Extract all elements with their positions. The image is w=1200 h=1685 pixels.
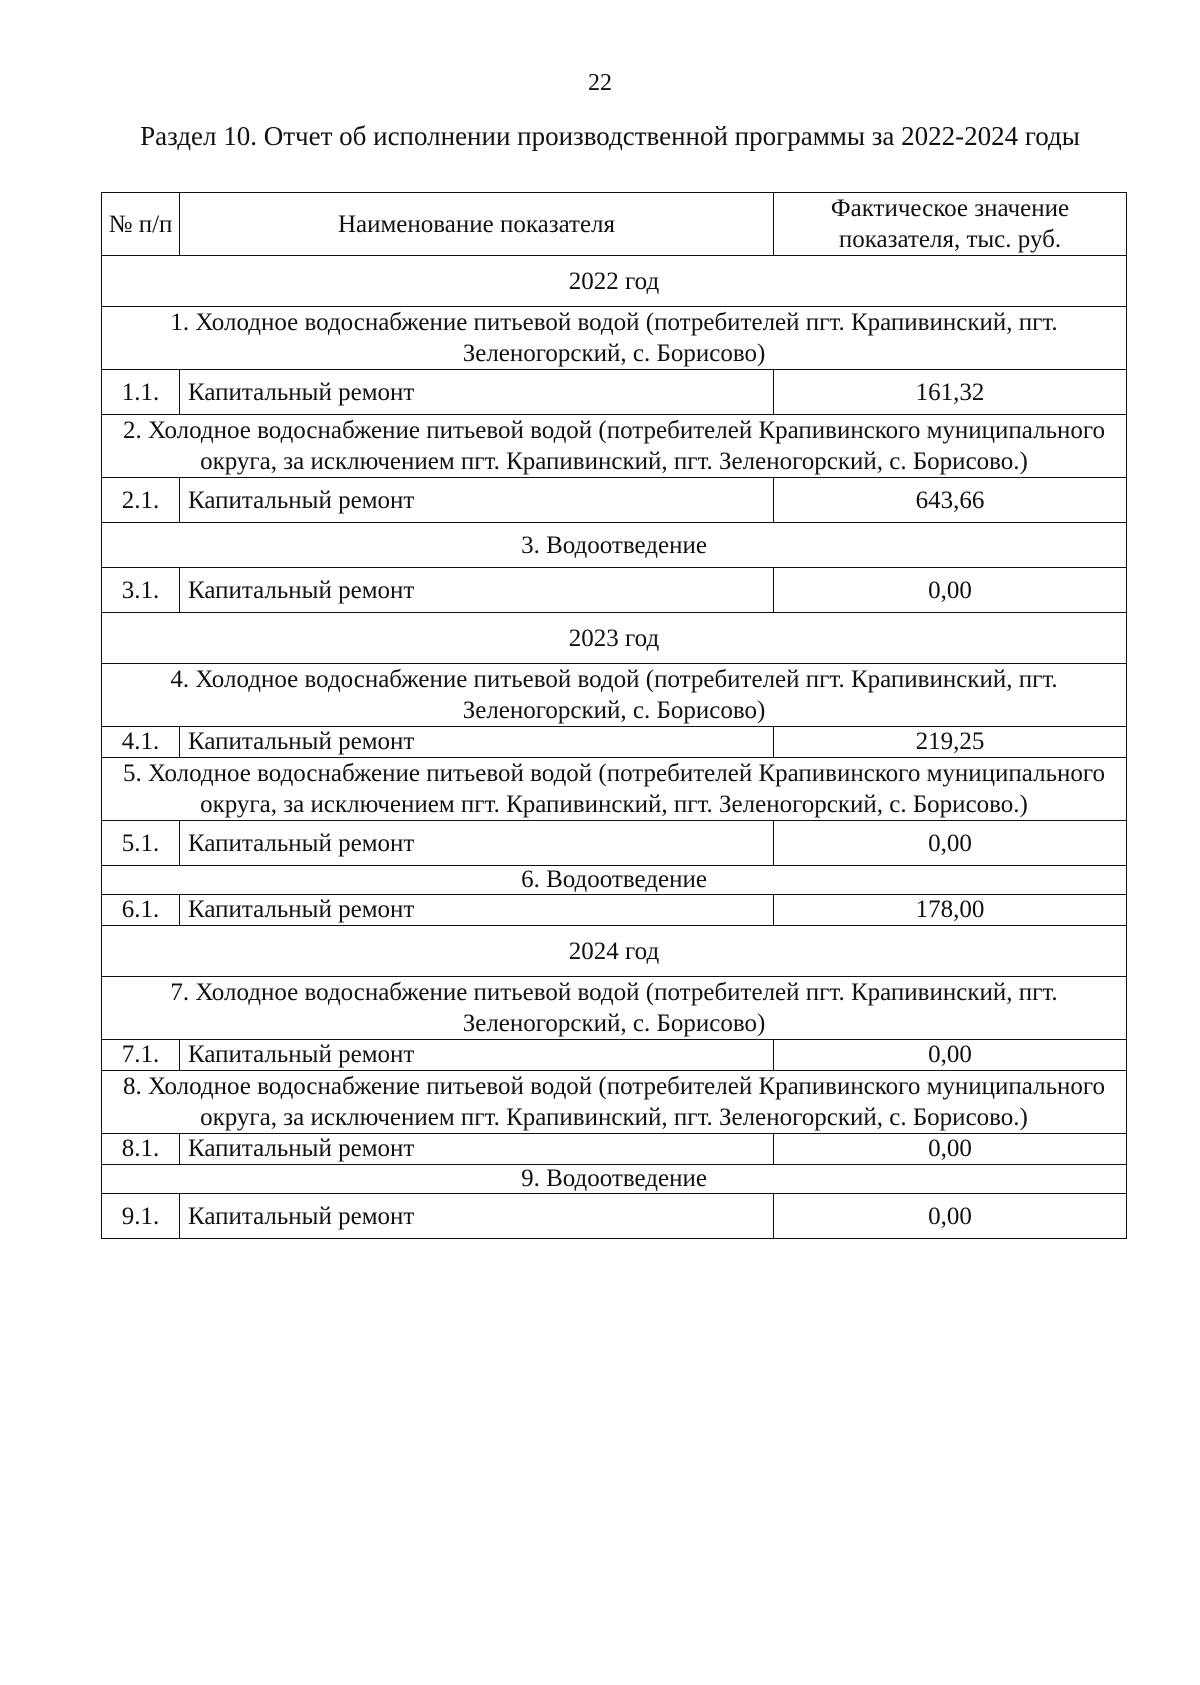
item-name: Капитальный ремонт xyxy=(180,821,774,866)
group-row xyxy=(102,977,1127,1040)
item-num: 1.1. xyxy=(102,370,180,415)
year-label: 2022 год xyxy=(102,256,1127,307)
item-value: 0,00 xyxy=(774,821,1127,866)
group-title: 2. Холодное водоснабжение питьевой водой (потребителей Крапивинского муниципального округа, за исключением пгт. Крапивинский, пгт. Зеленогорский, с. Борисово.) xyxy=(102,415,1127,478)
item-num: 3.1. xyxy=(102,568,180,613)
group-row xyxy=(102,758,1127,821)
header-num: № п/п xyxy=(102,193,180,256)
group-title: 3. Водоотведение xyxy=(102,523,1127,568)
header-name: Наименование показателя xyxy=(180,193,774,256)
table-row xyxy=(102,895,1127,926)
year-label: 2024 год xyxy=(102,926,1127,977)
group-row xyxy=(102,1165,1127,1194)
year-row xyxy=(102,926,1127,977)
year-label: 2023 год xyxy=(102,613,1127,664)
item-value: 161,32 xyxy=(774,370,1127,415)
item-num: 8.1. xyxy=(102,1134,180,1165)
group-title: 4. Холодное водоснабжение питьевой водой (потребителей пгт. Крапивинский, пгт. Зеленогорский, с. Борисово) xyxy=(102,664,1127,727)
item-name: Капитальный ремонт xyxy=(180,568,774,613)
group-title: 9. Водоотведение xyxy=(102,1165,1127,1194)
table-row xyxy=(102,1194,1127,1239)
item-value: 178,00 xyxy=(774,895,1127,926)
year-row xyxy=(102,256,1127,307)
item-value: 0,00 xyxy=(774,1040,1127,1071)
item-num: 7.1. xyxy=(102,1040,180,1071)
table-row xyxy=(102,821,1127,866)
page-number: 22 xyxy=(588,70,612,96)
year-row xyxy=(102,613,1127,664)
section-title: Раздел 10. Отчет об исполнении производственной программы за 2022-2024 годы xyxy=(140,121,1080,151)
table-row xyxy=(102,478,1127,523)
table-row xyxy=(102,1134,1127,1165)
item-num: 9.1. xyxy=(102,1194,180,1239)
item-name: Капитальный ремонт xyxy=(180,370,774,415)
item-num: 4.1. xyxy=(102,727,180,758)
table-row xyxy=(102,370,1127,415)
header-value: Фактическое значение показателя, тыс. руб. xyxy=(774,193,1127,256)
group-row xyxy=(102,1071,1127,1134)
item-num: 2.1. xyxy=(102,478,180,523)
table-row xyxy=(102,727,1127,758)
item-name: Капитальный ремонт xyxy=(180,1194,774,1239)
group-row xyxy=(102,664,1127,727)
table-row xyxy=(102,1040,1127,1071)
item-num: 5.1. xyxy=(102,821,180,866)
item-name: Капитальный ремонт xyxy=(180,478,774,523)
group-row xyxy=(102,523,1127,568)
item-name: Капитальный ремонт xyxy=(180,1040,774,1071)
table-header-row xyxy=(102,193,1127,256)
group-title: 8. Холодное водоснабжение питьевой водой (потребителей Крапивинского муниципального округа, за исключением пгт. Крапивинский, пгт. Зеленогорский, с. Борисово.) xyxy=(102,1071,1127,1134)
table-row xyxy=(102,568,1127,613)
item-name: Капитальный ремонт xyxy=(180,727,774,758)
item-value: 0,00 xyxy=(774,1134,1127,1165)
group-row xyxy=(102,866,1127,895)
report-table xyxy=(101,192,1127,1239)
group-title: 6. Водоотведение xyxy=(102,866,1127,895)
group-title: 5. Холодное водоснабжение питьевой водой (потребителей Крапивинского муниципального округа, за исключением пгт. Крапивинский, пгт. Зеленогорский, с. Борисово.) xyxy=(102,758,1127,821)
item-name: Капитальный ремонт xyxy=(180,1134,774,1165)
group-row xyxy=(102,307,1127,370)
item-value: 0,00 xyxy=(774,568,1127,613)
item-num: 6.1. xyxy=(102,895,180,926)
group-title: 1. Холодное водоснабжение питьевой водой (потребителей пгт. Крапивинский, пгт. Зеленогорский, с. Борисово) xyxy=(102,307,1127,370)
group-row xyxy=(102,415,1127,478)
group-title: 7. Холодное водоснабжение питьевой водой (потребителей пгт. Крапивинский, пгт. Зеленогорский, с. Борисово) xyxy=(102,977,1127,1040)
item-value: 0,00 xyxy=(774,1194,1127,1239)
item-value: 219,25 xyxy=(774,727,1127,758)
item-value: 643,66 xyxy=(774,478,1127,523)
item-name: Капитальный ремонт xyxy=(180,895,774,926)
